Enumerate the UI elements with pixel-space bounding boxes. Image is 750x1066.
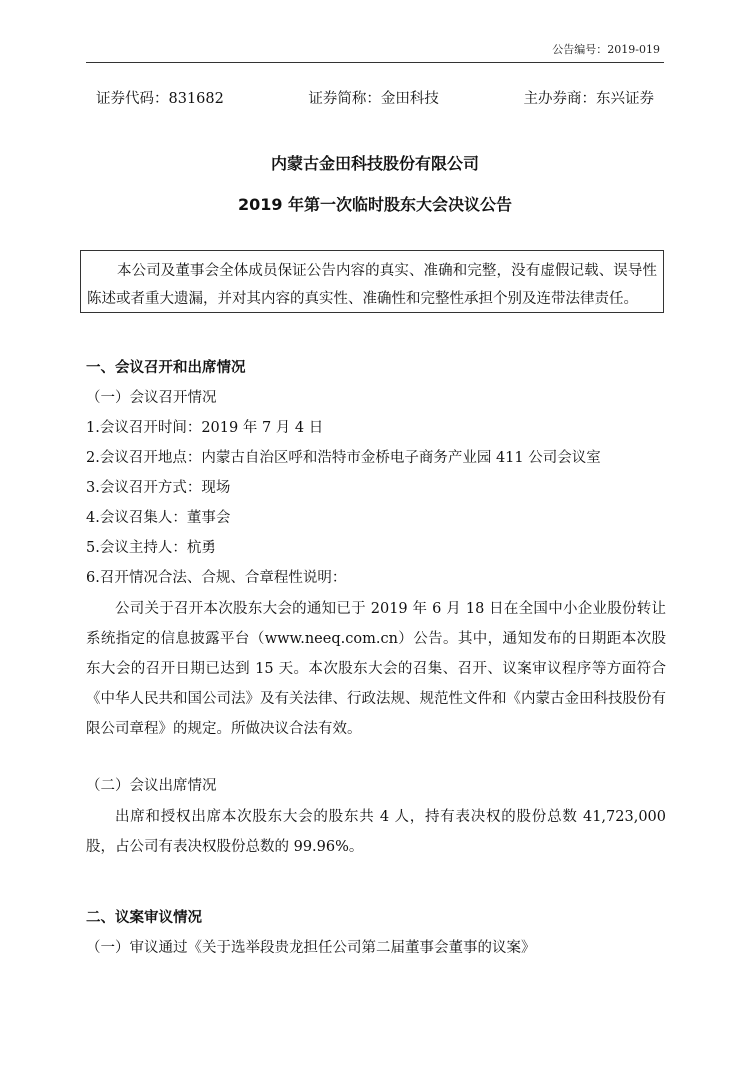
list-item-convener: 4.会议召集人：董事会 bbox=[86, 510, 231, 526]
subsection-attendance: （二）会议出席情况 bbox=[86, 778, 217, 794]
attendance-paragraph: 出席和授权出席本次股东大会的股东共 4 人，持有表决权的股份总数 41,723,000 股，占公司有表决权股份总数的 99.96%。 bbox=[86, 809, 666, 855]
section-2-heading: 二、议案审议情况 bbox=[86, 910, 202, 926]
subsection-motion-1: （一）审议通过《关于选举段贵龙担任公司第二届董事会董事的议案》 bbox=[86, 940, 536, 956]
security-short-name: 证券简称：金田科技 bbox=[308, 91, 439, 107]
header-divider bbox=[86, 62, 664, 63]
announcement-title: 2019 年第一次临时股东大会决议公告 bbox=[237, 195, 513, 214]
security-code: 证券代码：831682 bbox=[96, 91, 224, 107]
list-item-legality: 6.召开情况合法、合规、合章程性说明： bbox=[86, 570, 347, 586]
board-guarantee-notice: 本公司及董事会全体成员保证公告内容的真实、准确和完整，没有虚假记载、误导性陈述或者重大遗漏，并对其内容的真实性、准确性和完整性承担个别及连带法律责任。 bbox=[80, 250, 664, 313]
list-item-meeting-method: 3.会议召开方式：现场 bbox=[86, 480, 231, 496]
sponsor-broker: 主办券商：东兴证券 bbox=[523, 91, 654, 107]
list-item-meeting-venue: 2.会议召开地点：内蒙古自治区呼和浩特市金桥电子商务产业园 411 公司会议室 bbox=[86, 450, 601, 466]
subsection-meeting-convening: （一）会议召开情况 bbox=[86, 390, 217, 406]
announcement-number: 公告编号：2019-019 bbox=[552, 43, 660, 56]
list-item-meeting-time: 1.会议召开时间：2019 年 7 月 4 日 bbox=[86, 420, 324, 436]
security-info-row bbox=[96, 87, 654, 109]
legality-paragraph: 公司关于召开本次股东大会的通知已于 2019 年 6 月 18 日在全国中小企业股份转让系统指定的信息披露平台（www.neeq.com.cn）公告。其中，通知发布的日期距本次股东大会的召开日期已达到 15 天。本次股东大会的召集、召开、议案审议程序等方面符合《中华人民共和国公司法》及有关法律、行政法规、规范性文件和《内蒙古金田科技股份有限公司章程》的规定。所做决议合法有效。 bbox=[86, 601, 666, 737]
list-item-host: 5.会议主持人：杭勇 bbox=[86, 540, 216, 556]
section-1-heading: 一、会议召开和出席情况 bbox=[86, 360, 246, 376]
company-title: 内蒙古金田科技股份有限公司 bbox=[270, 154, 479, 173]
